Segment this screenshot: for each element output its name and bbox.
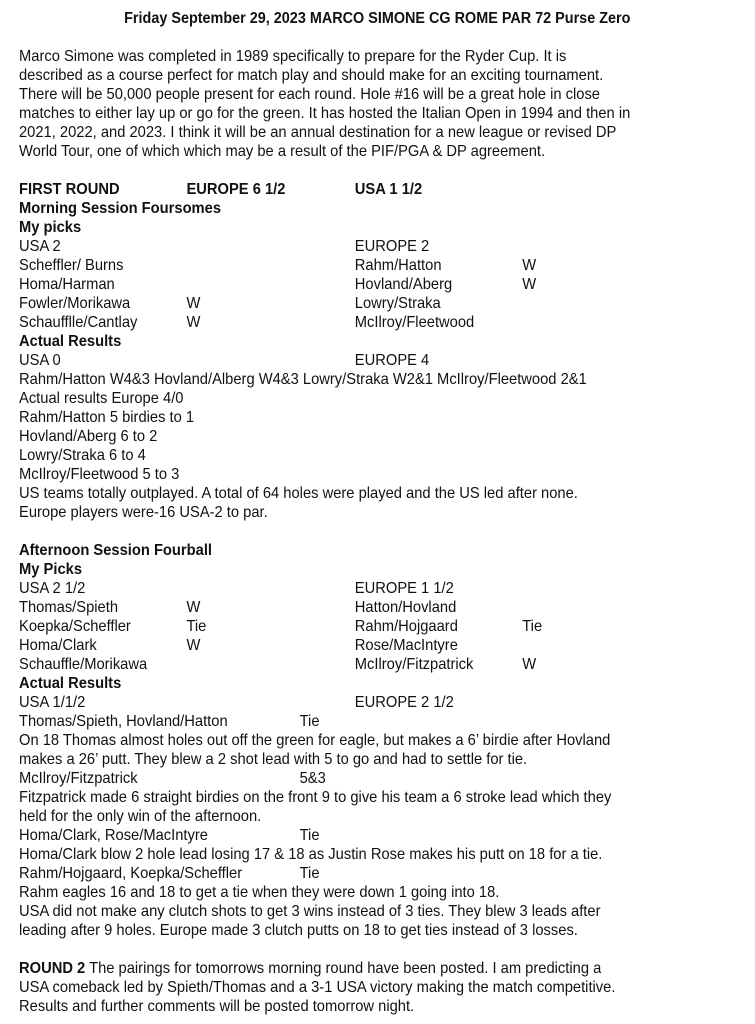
intro-line: matches to either lay up or go for the green. It has hosted the Italian Open in 1994 and then in bbox=[19, 105, 631, 122]
usa-pairing: Homa/Clark bbox=[19, 637, 97, 654]
pick-row bbox=[19, 275, 691, 294]
result-note: Lowry/Straka 6 to 4 bbox=[19, 447, 146, 464]
europe-pairing: Hatton/Hovland bbox=[354, 599, 457, 616]
result-note: US teams totally outplayed. A total of 64 holes were played and the US led after none. bbox=[19, 485, 578, 502]
afternoon-summary bbox=[19, 902, 749, 940]
match-result-row bbox=[19, 712, 691, 731]
match-result-row bbox=[19, 826, 691, 845]
usa-result: USA 1/1/2 bbox=[19, 694, 86, 711]
page-title bbox=[0, 9, 755, 28]
afternoon-match-results bbox=[19, 712, 749, 902]
europe-result: EUROPE 4 bbox=[354, 352, 430, 369]
summary-line: leading after 9 holes. Europe made 3 clutch putts on 18 to get ties instead of 3 losses. bbox=[19, 922, 578, 939]
europe-result: EUROPE 2 1/2 bbox=[354, 694, 454, 711]
afternoon-results-heading: Actual Results bbox=[19, 675, 122, 692]
match-note: held for the only win of the afternoon. bbox=[19, 808, 262, 825]
match-result-row bbox=[19, 864, 691, 883]
pick-row bbox=[19, 256, 691, 275]
pick-row bbox=[19, 313, 691, 332]
morning-picks-table bbox=[19, 256, 749, 332]
morning-results-team-header bbox=[19, 351, 691, 370]
usa-pairing: Homa/Harman bbox=[19, 276, 115, 293]
round2-line: USA comeback led by Spieth/Thomas and a 3-1 USA victory making the match competitive. bbox=[19, 979, 616, 996]
usa-picks-header: USA 2 bbox=[19, 238, 61, 255]
afternoon-results-team-header bbox=[19, 693, 691, 712]
first-round-label: FIRST ROUND bbox=[19, 181, 120, 198]
match-result: Tie bbox=[299, 827, 320, 844]
pick-row bbox=[19, 617, 691, 636]
match-note: On 18 Thomas almost holes out off the green for eagle, but makes a 6’ birdie after Hovland bbox=[19, 732, 611, 749]
match-result: 5&3 bbox=[299, 770, 326, 787]
europe-pairing: Rahm/Hojgaard bbox=[354, 618, 458, 635]
intro-line: Marco Simone was completed in 1989 specifically to prepare for the Ryder Cup. It is bbox=[19, 48, 567, 65]
usa-result: USA 0 bbox=[19, 352, 61, 369]
morning-session-heading: Morning Session Foursomes bbox=[19, 200, 222, 217]
usa-pairing: Fowler/Morikawa bbox=[19, 295, 131, 312]
morning-results-heading: Actual Results bbox=[19, 333, 122, 350]
intro-line: World Tour, one of which which may be a result of the PIF/PGA & DP agreement. bbox=[19, 143, 546, 160]
usa-pick-result: Tie bbox=[186, 618, 207, 635]
match-result: Tie bbox=[299, 713, 320, 730]
usa-pairing: Koepka/Scheffler bbox=[19, 618, 131, 635]
result-note: Rahm/Hatton W4&3 Hovland/Alberg W4&3 Lowry/Straka W2&1 McIlroy/Fleetwood 2&1 bbox=[19, 371, 587, 388]
morning-notes bbox=[19, 370, 749, 522]
round2-label: ROUND 2 bbox=[19, 960, 86, 977]
result-note: Europe players were-16 USA-2 to par. bbox=[19, 504, 268, 521]
usa-pairing: Schauffle/Morikawa bbox=[19, 656, 148, 673]
europe-pairing: Rahm/Hatton bbox=[354, 257, 442, 274]
afternoon-session-heading: Afternoon Session Fourball bbox=[19, 542, 213, 559]
afternoon-picks-table bbox=[19, 598, 749, 674]
usa-total-score: USA 1 1/2 bbox=[354, 181, 423, 198]
europe-pairing: Hovland/Aberg bbox=[354, 276, 453, 293]
usa-pairing: Thomas/Spieth bbox=[19, 599, 119, 616]
result-note: Rahm/Hatton 5 birdies to 1 bbox=[19, 409, 195, 426]
pick-row bbox=[19, 636, 691, 655]
round2-line bbox=[19, 959, 691, 978]
usa-pairing: Schaufflle/Cantlay bbox=[19, 314, 138, 331]
europe-picks-header: EUROPE 2 bbox=[354, 238, 430, 255]
match-note: makes a 26’ putt. They blew a 2 shot lead with 5 to go and had to settle for tie. bbox=[19, 751, 528, 768]
match-pairings: Homa/Clark, Rose/MacIntyre bbox=[19, 827, 208, 844]
round2-line: Results and further comments will be posted tomorrow night. bbox=[19, 998, 415, 1015]
europe-pick-result: W bbox=[522, 257, 537, 274]
match-pairings: Thomas/Spieth, Hovland/Hatton bbox=[19, 713, 228, 730]
europe-pick-result: Tie bbox=[522, 618, 543, 635]
match-note: Homa/Clark blow 2 hole lead losing 17 & 18 as Justin Rose makes his putt on 18 for a tie. bbox=[19, 846, 603, 863]
intro-line: described as a course perfect for match play and should make for an exciting tournament. bbox=[19, 67, 604, 84]
usa-pick-result: W bbox=[186, 599, 201, 616]
intro-paragraph bbox=[19, 47, 749, 161]
intro-line: 2021, 2022, and 2023. I think it will be an annual destination for a new league or revised DP bbox=[19, 124, 617, 141]
summary-line: USA did not make any clutch shots to get 3 wins instead of 3 ties. They blew 3 leads after bbox=[19, 903, 601, 920]
europe-pairing: McIlroy/Fitzpatrick bbox=[354, 656, 474, 673]
usa-pairing: Scheffler/ Burns bbox=[19, 257, 124, 274]
europe-pick-result: W bbox=[522, 656, 537, 673]
usa-pick-result: W bbox=[186, 314, 201, 331]
result-note: Hovland/Aberg 6 to 2 bbox=[19, 428, 158, 445]
europe-pairing: McIlroy/Fleetwood bbox=[354, 314, 475, 331]
match-result-row bbox=[19, 769, 691, 788]
round2-text: The pairings for tomorrows morning round have been posted. I am predicting a bbox=[85, 960, 602, 977]
morning-picks-team-header bbox=[19, 237, 691, 256]
usa-picks-header: USA 2 1/2 bbox=[19, 580, 86, 597]
match-pairings: Rahm/Hojgaard, Koepka/Scheffler bbox=[19, 865, 243, 882]
usa-pick-result: W bbox=[186, 637, 201, 654]
match-note: Fitzpatrick made 6 straight birdies on the front 9 to give his team a 6 stroke lead which they bbox=[19, 789, 612, 806]
morning-picks-heading: My picks bbox=[19, 219, 82, 236]
title-text: Friday September 29, 2023 MARCO SIMONE CG ROME PAR 72 Purse Zero bbox=[124, 10, 631, 27]
match-result: Tie bbox=[299, 865, 320, 882]
europe-picks-header: EUROPE 1 1/2 bbox=[354, 580, 454, 597]
intro-line: There will be 50,000 people present for each round. Hole #16 will be a great hole in close bbox=[19, 86, 600, 103]
match-pairings: McIlroy/Fitzpatrick bbox=[19, 770, 138, 787]
document-body bbox=[19, 47, 749, 1016]
afternoon-picks-heading: My Picks bbox=[19, 561, 83, 578]
match-note: Rahm eagles 16 and 18 to get a tie when they were down 1 going into 18. bbox=[19, 884, 500, 901]
pick-row bbox=[19, 294, 691, 313]
europe-total-score: EUROPE 6 1/2 bbox=[186, 181, 286, 198]
afternoon-picks-team-header bbox=[19, 579, 691, 598]
europe-pairing: Rose/MacIntyre bbox=[354, 637, 458, 654]
europe-pick-result: W bbox=[522, 276, 537, 293]
first-round-header bbox=[19, 180, 691, 199]
result-note: McIlroy/Fleetwood 5 to 3 bbox=[19, 466, 180, 483]
usa-pick-result: W bbox=[186, 295, 201, 312]
europe-pairing: Lowry/Straka bbox=[354, 295, 441, 312]
pick-row bbox=[19, 598, 691, 617]
result-note: Actual results Europe 4/0 bbox=[19, 390, 184, 407]
pick-row bbox=[19, 655, 691, 674]
